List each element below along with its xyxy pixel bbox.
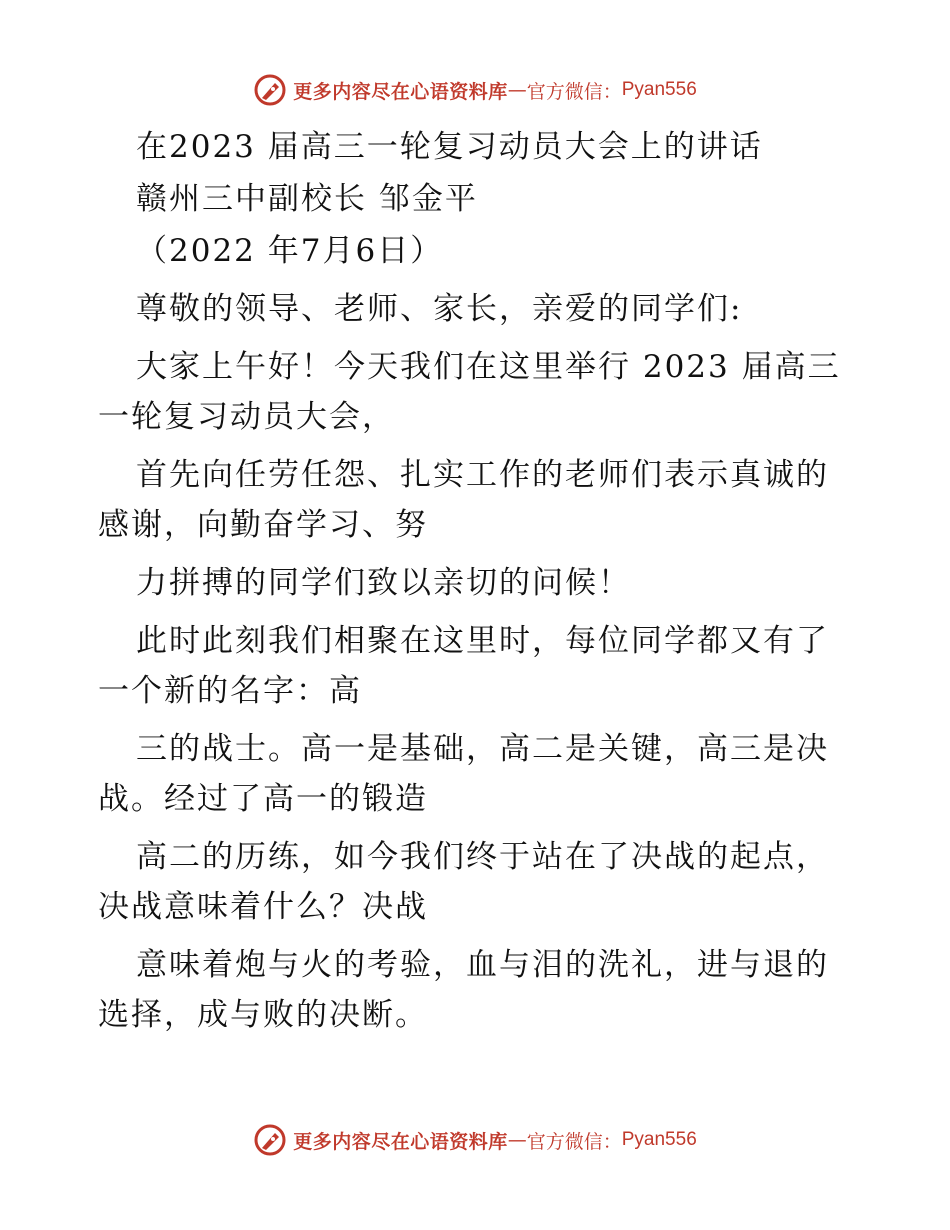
paragraph: 三的战士。高一是基础，高二是关键，高三是决战。经过了高一的锻造 <box>98 731 829 817</box>
paragraph: 此时此刻我们相聚在这里时，每位同学都又有了一个新的名字：高 <box>98 623 829 709</box>
document-title: 在2023 届高三一轮复习动员大会上的讲话 <box>136 129 763 165</box>
banner-main-text: 更多内容尽在心语资料库 <box>293 1130 508 1153</box>
footer-banner <box>0 1120 950 1160</box>
paragraph: 尊敬的领导、老师、家长，亲爱的同学们: <box>136 291 743 327</box>
document-body <box>98 122 858 1048</box>
banner-wechat-label: 官方微信： <box>526 1130 622 1153</box>
banner-wechat-id: Pyan556 <box>621 1129 697 1150</box>
banner-main-text: 更多内容尽在心语资料库 <box>293 80 508 103</box>
banner-separator: — <box>507 79 527 101</box>
paragraph: 高二的历练，如今我们终于站在了决战的起点，决战意味着什么？决战 <box>98 839 829 925</box>
paragraph: 力拼搏的同学们致以亲切的问候！ <box>136 565 631 601</box>
banner-wechat-label: 官方微信： <box>526 80 622 103</box>
pen-nib-logo-icon <box>253 1123 287 1157</box>
header-banner <box>0 70 950 110</box>
paragraph: 意味着炮与火的考验，血与泪的洗礼，进与退的选择，成与败的决断。 <box>98 947 829 1033</box>
document-date: （2022 年7月6日） <box>136 233 444 269</box>
document-author: 赣州三中副校长 邹金平 <box>136 181 478 217</box>
banner-wechat-id: Pyan556 <box>621 79 697 100</box>
pen-nib-logo-icon <box>253 73 287 107</box>
paragraph: 大家上午好！今天我们在这里举行 2023 届高三一轮复习动员大会， <box>98 349 841 435</box>
banner-separator: — <box>507 1129 527 1151</box>
paragraph: 首先向任劳任怨、扎实工作的老师们表示真诚的感谢，向勤奋学习、努 <box>98 457 829 543</box>
